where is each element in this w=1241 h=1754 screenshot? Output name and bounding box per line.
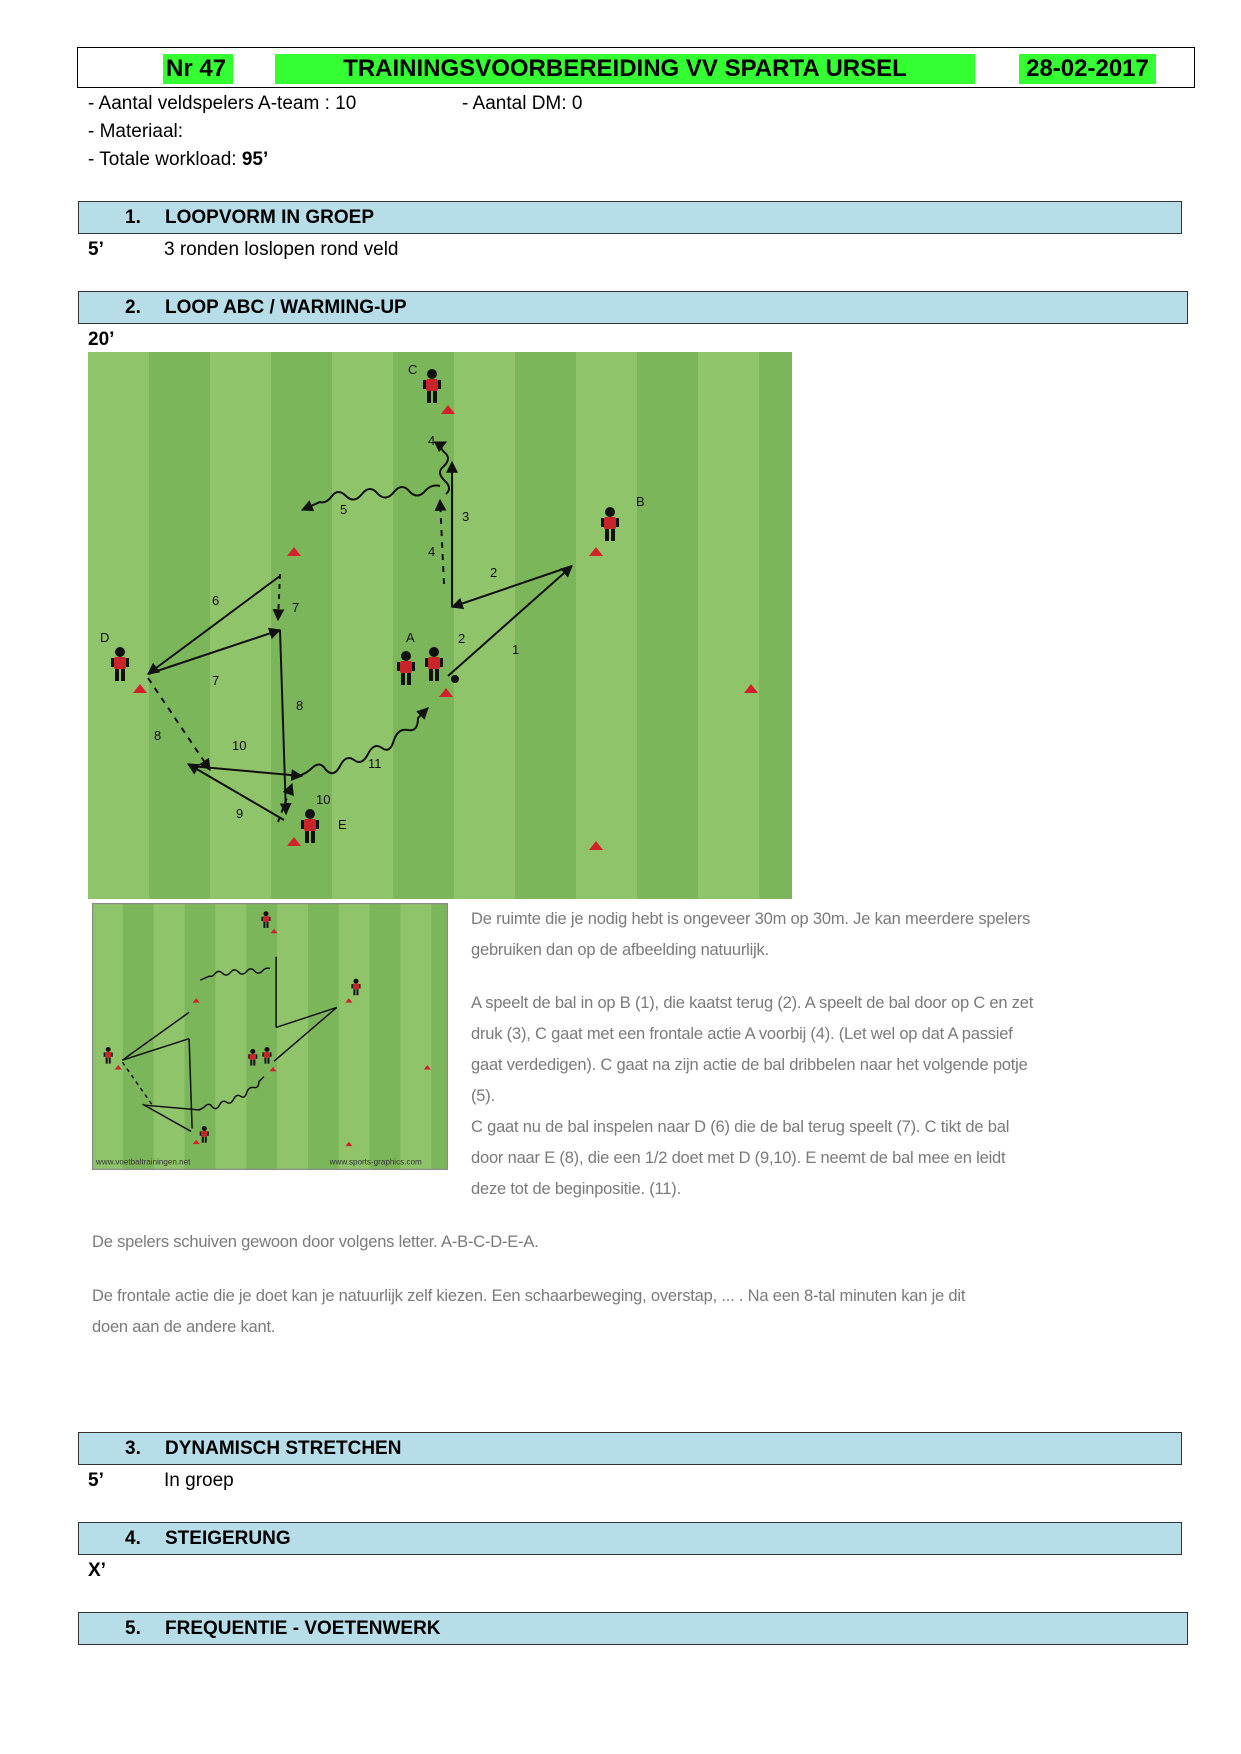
desc-line: C gaat nu de bal inspelen naar D (6) die de bal terug speelt (7). C tikt de bal [471, 1118, 1010, 1136]
step-label: 7 [212, 673, 220, 688]
section-1-text: 3 ronden loslopen rond veld [164, 239, 399, 260]
title-bar [77, 47, 1195, 88]
desc-line: door naar E (8), die een 1/2 doet met D (9,10). E neemt de bal mee en leidt [471, 1149, 1006, 1167]
step-label: 4 [428, 544, 436, 559]
ball [451, 675, 459, 683]
step-label: 2 [490, 565, 498, 580]
desc-line: (5). [471, 1087, 495, 1105]
meta-players: - Aantal veldspelers A-team : 10 [88, 93, 357, 114]
desc-line: deze tot de beginpositie. (11). [471, 1180, 681, 1198]
label-player-e: E [338, 817, 347, 832]
step-label: 10 [232, 738, 247, 753]
doc-number: Nr 47 [163, 54, 233, 84]
label-player-c: C [408, 362, 418, 377]
meta-dm: - Aantal DM: 0 [462, 93, 583, 114]
step-label: 1 [512, 642, 520, 657]
section-3-duration: 5’ [88, 1470, 104, 1491]
section-1-header: 1. LOOPVORM IN GROEP [78, 201, 1182, 234]
section-3-text: In groep [164, 1470, 234, 1491]
step-label: 2 [458, 631, 466, 646]
step-label: 11 [368, 756, 382, 771]
desc-line: gaat verdedigen). C gaat na zijn actie de bal dribbelen naar het volgende potje [471, 1056, 1028, 1074]
desc-frontal-action: De frontale actie die je doet kan je natuurlijk zelf kiezen. Een schaarbeweging, overstap, ... . Na een 8-tal minuten kan je dit doen aan de andere kant. [92, 1287, 966, 1336]
step-label: 10 [316, 792, 331, 807]
section-5-header: 5. FREQUENTIE - VOETENWERK [78, 1612, 1188, 1645]
watermark-right: www.sports-graphics.com [329, 1157, 422, 1167]
step-label: 7 [292, 600, 300, 615]
desc-line: druk (3), C gaat met een frontale actie A voorbij (4). (Let wel op dat A passief [471, 1025, 1013, 1043]
meta-workload: - Totale workload: 95’ [88, 149, 269, 170]
workload-value: 95’ [241, 149, 269, 170]
section-3-header: 3. DYNAMISCH STRETCHEN [78, 1432, 1182, 1465]
section-4-duration: X’ [88, 1560, 106, 1581]
step-label: 9 [236, 806, 244, 821]
watermark-left: www.voetbaltrainingen.net [96, 1157, 191, 1167]
meta-material: - Materiaal: [88, 121, 184, 142]
desc-rotation: De spelers schuiven gewoon door volgens letter. A-B-C-D-E-A. [92, 1233, 539, 1251]
desc-line: De ruimte die je nodig hebt is ongeveer 30m op 30m. Je kan meerdere spelers [471, 910, 1031, 928]
desc-line: A speelt de bal in op B (1), die kaatst terug (2). A speelt de bal door op C en zet [471, 994, 1034, 1012]
section-4-header: 4. STEIGERUNG [78, 1522, 1182, 1555]
step-label: 8 [154, 728, 162, 743]
doc-title: TRAININGSVOORBEREIDING VV SPARTA URSEL [275, 54, 975, 84]
drill-diagram-thumbnail [92, 903, 448, 1170]
label-player-d: D [100, 630, 110, 645]
step-label: 5 [340, 502, 348, 517]
section-1-duration: 5’ [88, 239, 104, 260]
desc-line: gebruiken dan op de afbeelding natuurlijk. [471, 941, 769, 959]
description-block [471, 904, 1111, 1205]
label-player-b: B [636, 494, 645, 509]
drill-diagram-large [88, 352, 792, 899]
label-player-a: A [406, 630, 415, 645]
step-label: 6 [212, 593, 220, 608]
section-2-header: 2. LOOP ABC / WARMING-UP [78, 291, 1188, 324]
section-2-duration: 20’ [88, 329, 115, 350]
step-label: 4 [428, 433, 436, 448]
step-label: 3 [462, 509, 470, 524]
doc-date: 28-02-2017 [1019, 54, 1156, 84]
step-label: 8 [296, 698, 304, 713]
